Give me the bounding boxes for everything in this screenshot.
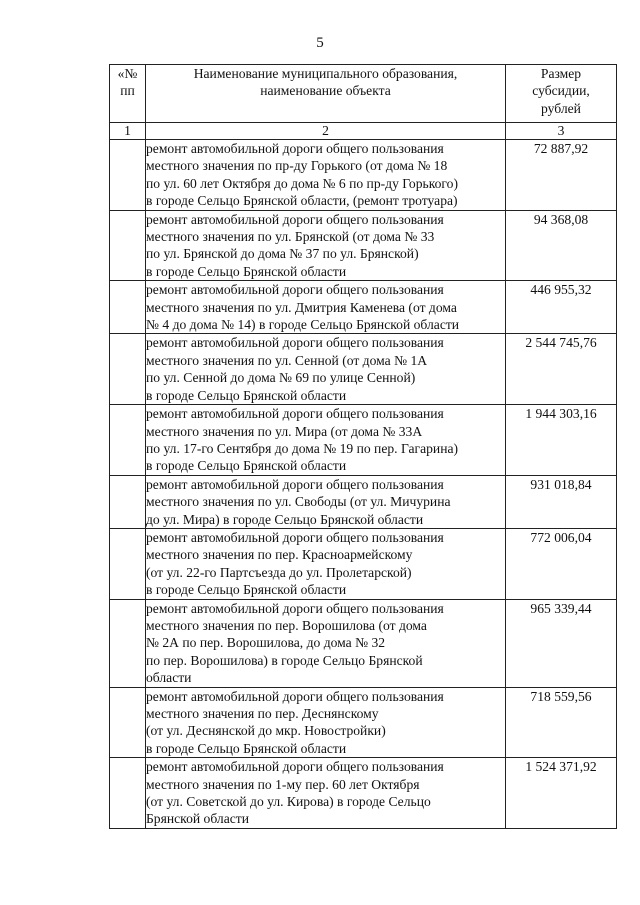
column-number-row bbox=[110, 123, 617, 140]
row-number bbox=[110, 405, 146, 476]
column-number: 3 bbox=[506, 123, 617, 140]
row-number bbox=[110, 140, 146, 211]
object-name-line: местного значения по пр-ду Горького (от дома № 18 bbox=[146, 158, 448, 174]
table-body bbox=[110, 140, 617, 829]
object-name-line: № 4 до дома № 14) в городе Сельцо Брянской области bbox=[146, 317, 460, 333]
object-name-line: местного значения по ул. Дмитрия Каменева (от дома bbox=[146, 299, 457, 315]
object-name bbox=[146, 687, 506, 758]
header-amount bbox=[506, 65, 617, 123]
row-number bbox=[110, 528, 146, 599]
header-num-line: «№ bbox=[117, 66, 138, 81]
object-name-line: Брянской области bbox=[146, 811, 249, 827]
object-name-line: местного значения по ул. Сенной (от дома № 1А bbox=[146, 352, 428, 368]
table-row bbox=[110, 334, 617, 405]
column-number: 1 bbox=[110, 123, 146, 140]
table-row bbox=[110, 210, 617, 281]
table-row bbox=[110, 405, 617, 476]
row-number bbox=[110, 334, 146, 405]
object-name-line: ремонт автомобильной дороги общего пользования bbox=[146, 600, 444, 616]
object-name-line: № 2А по пер. Ворошилова, до дома № 32 bbox=[146, 635, 386, 651]
object-name-line: по пер. Ворошилова) в городе Сельцо Брянской bbox=[146, 652, 423, 668]
object-name-line: местного значения по 1-му пер. 60 лет Октября bbox=[146, 776, 420, 792]
header-amount-line: рублей bbox=[541, 100, 581, 116]
object-name bbox=[146, 758, 506, 829]
table-row bbox=[110, 475, 617, 528]
object-name-line: местного значения по пер. Ворошилова (от дома bbox=[146, 617, 427, 633]
object-name-line: по ул. Сенной до дома № 69 по улице Сенной) bbox=[146, 370, 416, 386]
object-name-line: в городе Сельцо Брянской области bbox=[146, 740, 347, 756]
subsidy-amount: 931 018,84 bbox=[506, 475, 617, 528]
object-name bbox=[146, 140, 506, 211]
row-number bbox=[110, 475, 146, 528]
object-name-line: в городе Сельцо Брянской области bbox=[146, 263, 347, 279]
subsidy-amount: 446 955,32 bbox=[506, 281, 617, 334]
table-row bbox=[110, 687, 617, 758]
page-number: 5 bbox=[316, 35, 324, 51]
header-amount-line: субсидии, bbox=[532, 83, 590, 99]
header-name bbox=[146, 65, 506, 123]
table-row bbox=[110, 758, 617, 829]
object-name-line: ремонт автомобильной дороги общего пользования bbox=[146, 335, 444, 351]
header-amount-line: Размер bbox=[540, 66, 582, 81]
object-name bbox=[146, 599, 506, 687]
object-name-line: ремонт автомобильной дороги общего пользования bbox=[146, 282, 444, 298]
object-name-line: ремонт автомобильной дороги общего пользования bbox=[146, 759, 444, 775]
row-number bbox=[110, 599, 146, 687]
object-name-line: местного значения по ул. Мира (от дома № 33А bbox=[146, 423, 423, 439]
row-number bbox=[110, 281, 146, 334]
object-name-line: (от ул. Деснянской до мкр. Новостройки) bbox=[146, 723, 386, 739]
object-name-line: ремонт автомобильной дороги общего пользования bbox=[146, 141, 444, 156]
subsidy-amount: 94 368,08 bbox=[506, 210, 617, 281]
object-name-line: области bbox=[146, 670, 192, 686]
object-name bbox=[146, 528, 506, 599]
object-name bbox=[146, 334, 506, 405]
subsidy-amount: 1 524 371,92 bbox=[506, 758, 617, 829]
row-number bbox=[110, 687, 146, 758]
subsidy-amount: 718 559,56 bbox=[506, 687, 617, 758]
object-name-line: ремонт автомобильной дороги общего пользования bbox=[146, 406, 444, 422]
subsidy-amount: 2 544 745,76 bbox=[506, 334, 617, 405]
table-header-row bbox=[110, 65, 617, 123]
table-row bbox=[110, 528, 617, 599]
object-name-line: по ул. 60 лет Октября до дома № 6 по пр-ду Горького) bbox=[146, 175, 458, 191]
object-name bbox=[146, 475, 506, 528]
subsidy-amount: 1 944 303,16 bbox=[506, 405, 617, 476]
object-name-line: в городе Сельцо Брянской области bbox=[146, 458, 347, 474]
object-name bbox=[146, 405, 506, 476]
column-number: 2 bbox=[146, 123, 506, 140]
object-name-line: ремонт автомобильной дороги общего пользования bbox=[146, 688, 444, 704]
subsidy-amount: 772 006,04 bbox=[506, 528, 617, 599]
table-row bbox=[110, 599, 617, 687]
object-name-line: (от ул. 22-го Партсъезда до ул. Пролетарской) bbox=[146, 564, 412, 580]
subsidy-amount: 965 339,44 bbox=[506, 599, 617, 687]
object-name-line: местного значения по ул. Брянской (от дома № 33 bbox=[146, 229, 435, 245]
object-name-line: местного значения по ул. Свободы (от ул. Мичурина bbox=[146, 494, 451, 510]
row-number bbox=[110, 210, 146, 281]
header-num bbox=[110, 65, 146, 123]
subsidy-amount: 72 887,92 bbox=[506, 140, 617, 211]
table-row bbox=[110, 140, 617, 211]
header-name-line: Наименование муниципального образования, bbox=[193, 66, 458, 81]
object-name-line: в городе Сельцо Брянской области bbox=[146, 582, 347, 598]
object-name bbox=[146, 281, 506, 334]
object-name-line: (от ул. Советской до ул. Кирова) в городе Сельцо bbox=[146, 794, 431, 810]
object-name-line: ремонт автомобильной дороги общего пользования bbox=[146, 476, 444, 492]
table-row bbox=[110, 281, 617, 334]
row-number bbox=[110, 758, 146, 829]
object-name-line: ремонт автомобильной дороги общего пользования bbox=[146, 211, 444, 227]
object-name-line: в городе Сельцо Брянской области bbox=[146, 387, 347, 403]
object-name-line: до ул. Мира) в городе Сельцо Брянской области bbox=[146, 511, 424, 527]
subsidy-table bbox=[109, 64, 617, 829]
header-name-line: наименование объекта bbox=[260, 83, 391, 99]
header-num-line: пп bbox=[120, 83, 135, 99]
object-name-line: ремонт автомобильной дороги общего пользования bbox=[146, 529, 444, 545]
object-name-line: по ул. Брянской до дома № 37 по ул. Брянской) bbox=[146, 246, 419, 262]
object-name-line: местного значения по пер. Деснянскому bbox=[146, 706, 379, 721]
object-name-line: по ул. 17-го Сентября до дома № 19 по пер. Гагарина) bbox=[146, 440, 459, 456]
object-name-line: местного значения по пер. Красноармейскому bbox=[146, 547, 413, 563]
object-name-line: в городе Сельцо Брянской области, (ремонт тротуара) bbox=[146, 193, 458, 209]
object-name bbox=[146, 210, 506, 281]
